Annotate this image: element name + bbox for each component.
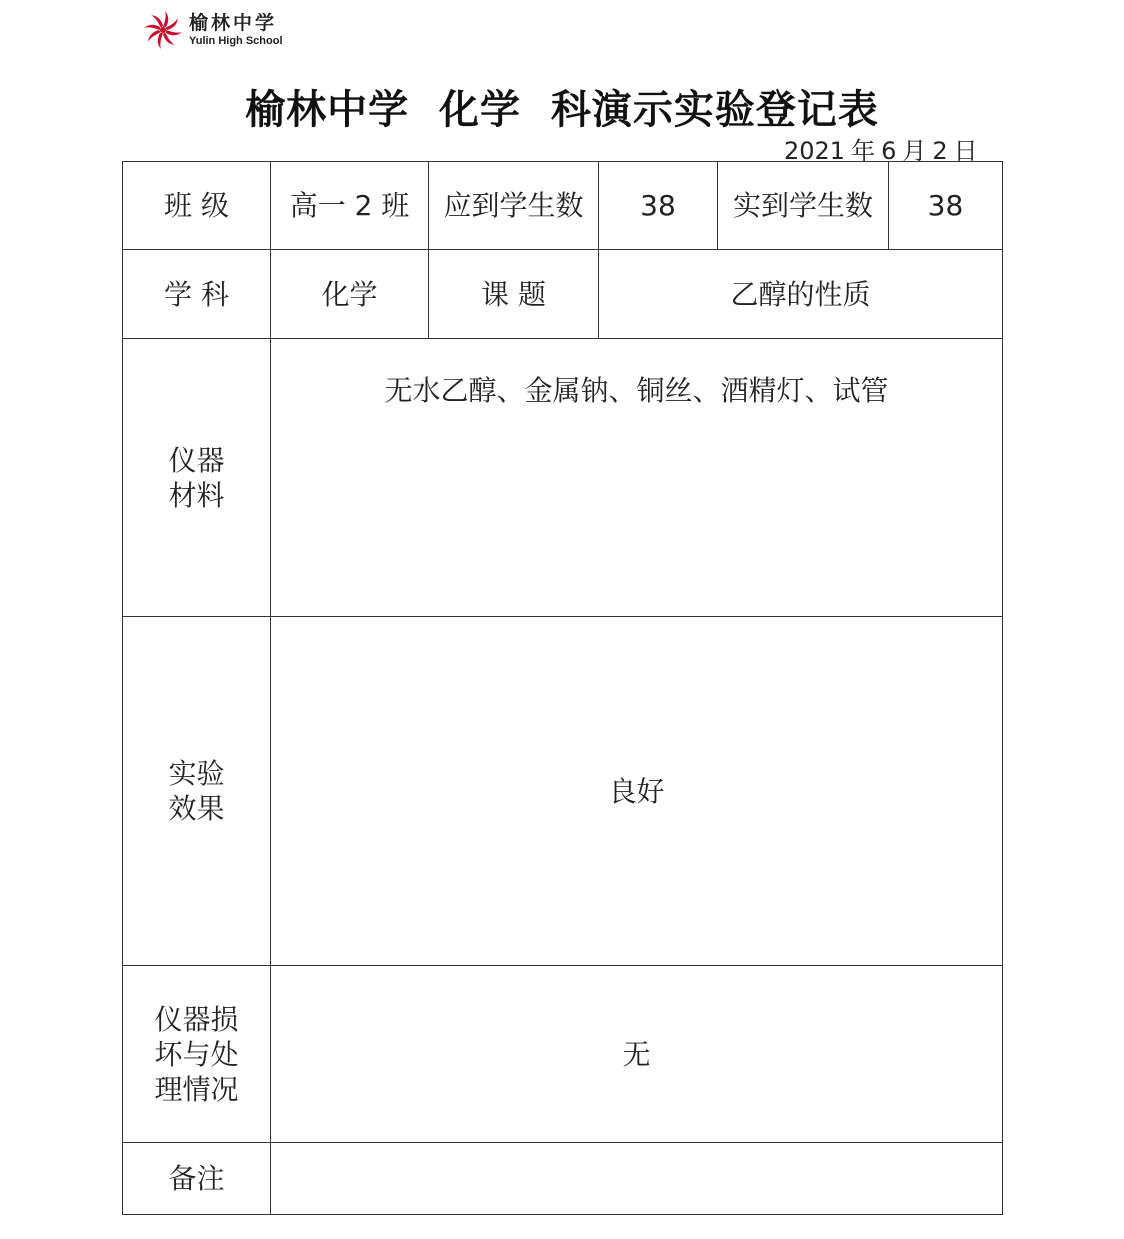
subject-label: 学 科 xyxy=(123,250,271,339)
date-day-unit: 日 xyxy=(953,137,978,165)
actual-students-label: 实到学生数 xyxy=(718,162,889,250)
actual-students-value: 38 xyxy=(889,162,1003,250)
materials-value: 无水乙醇、金属钠、铜丝、酒精灯、试管 xyxy=(271,339,1003,617)
date-month-unit: 月 xyxy=(902,137,927,165)
table-row-subject xyxy=(123,250,1003,339)
date-year: 2021 xyxy=(784,137,846,165)
date-year-unit: 年 xyxy=(851,137,876,165)
expected-students-label: 应到学生数 xyxy=(429,162,599,250)
date-day: 2 xyxy=(932,137,948,165)
topic-label: 课 题 xyxy=(429,250,599,339)
topic-value: 乙醇的性质 xyxy=(599,250,1003,339)
table-row-materials xyxy=(123,339,1003,617)
damage-label-line-3: 理情况 xyxy=(154,1072,239,1106)
flower-logo-icon xyxy=(143,10,183,50)
table-row-effect xyxy=(123,617,1003,966)
class-label: 班 级 xyxy=(123,162,271,250)
damage-label-line-2: 坏与处 xyxy=(154,1037,239,1071)
remarks-label: 备注 xyxy=(123,1143,271,1215)
page-title: 榆林中学 化学 科演示实验登记表 xyxy=(245,87,879,133)
table-row-remarks xyxy=(123,1143,1003,1215)
damage-value: 无 xyxy=(271,966,1003,1143)
registration-form-table xyxy=(122,161,1003,1215)
table-row-class xyxy=(123,162,1003,250)
subject-value: 化学 xyxy=(271,250,429,339)
class-value: 高一 2 班 xyxy=(271,162,429,250)
logo-english-name: Yulin High School xyxy=(189,34,283,47)
materials-label-line-2: 材料 xyxy=(168,478,225,512)
logo-chinese-name: 榆林中学 xyxy=(189,11,278,34)
damage-label-line-1: 仪器损 xyxy=(154,1002,239,1036)
effect-label-line-2: 效果 xyxy=(168,792,225,825)
damage-label xyxy=(123,966,271,1143)
effect-value: 良好 xyxy=(271,617,1003,966)
effect-label-line-1: 实验 xyxy=(168,757,225,790)
remarks-value xyxy=(271,1143,1003,1215)
date-month: 6 xyxy=(881,137,897,165)
effect-label xyxy=(123,617,271,966)
table-row-damage xyxy=(123,966,1003,1143)
school-logo xyxy=(143,10,283,50)
materials-label-line-1: 仪器 xyxy=(168,443,225,477)
materials-label xyxy=(123,339,271,617)
expected-students-value: 38 xyxy=(599,162,718,250)
